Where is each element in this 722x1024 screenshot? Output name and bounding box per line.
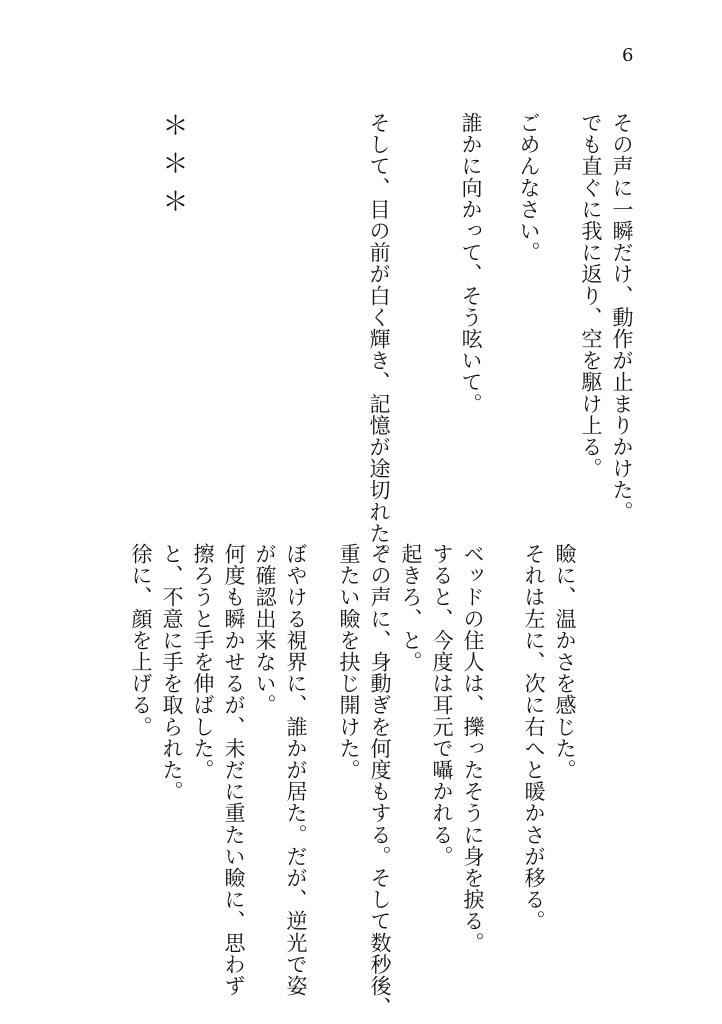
text-line: その声に一瞬だけ、動作が止まりかけた。 (610, 112, 634, 523)
text-line: その声に、身動ぎを何度もする。そして数秒後、 (368, 543, 392, 1019)
text-line: 擦ろうと手を伸ばした。 (191, 543, 215, 781)
text-line: そして、目の前が白く輝き、記憶が途切れた。 (367, 112, 391, 566)
text-line: 徐に、顔を上げる。 (129, 543, 153, 738)
text-line: 誰かに向かって、そう呟いて。 (459, 112, 483, 415)
scene-separator: ＊＊＊ (158, 112, 188, 226)
text-line: すると、今度は耳元で囁かれる。 (430, 543, 454, 867)
text-line: それは左に、次に右へと暖かさが移る。 (522, 543, 546, 932)
text-line: ベッドの住人は、擽ったそうに身を捩る。 (461, 543, 485, 954)
text-line: ごめんなさい。 (517, 112, 541, 264)
text-line: が確認出来ない。 (253, 543, 277, 716)
text-line: ぼやける視界に、誰かが居た。だが、逆光で姿 (284, 543, 308, 997)
text-line: と、不意に手を取られた。 (160, 543, 184, 803)
text-line: 重たい瞼を抉じ開けた。 (337, 543, 361, 781)
text-line: 瞼に、温かさを感じた。 (553, 543, 577, 781)
text-line: でも直ぐに我に返り、空を駆け上る。 (579, 112, 603, 480)
text-line: 起きろ、と。 (399, 543, 423, 673)
text-line: 何度も瞬かせるが、未だに重たい瞼に、思わず (222, 543, 246, 997)
page-number: 6 (622, 45, 634, 66)
